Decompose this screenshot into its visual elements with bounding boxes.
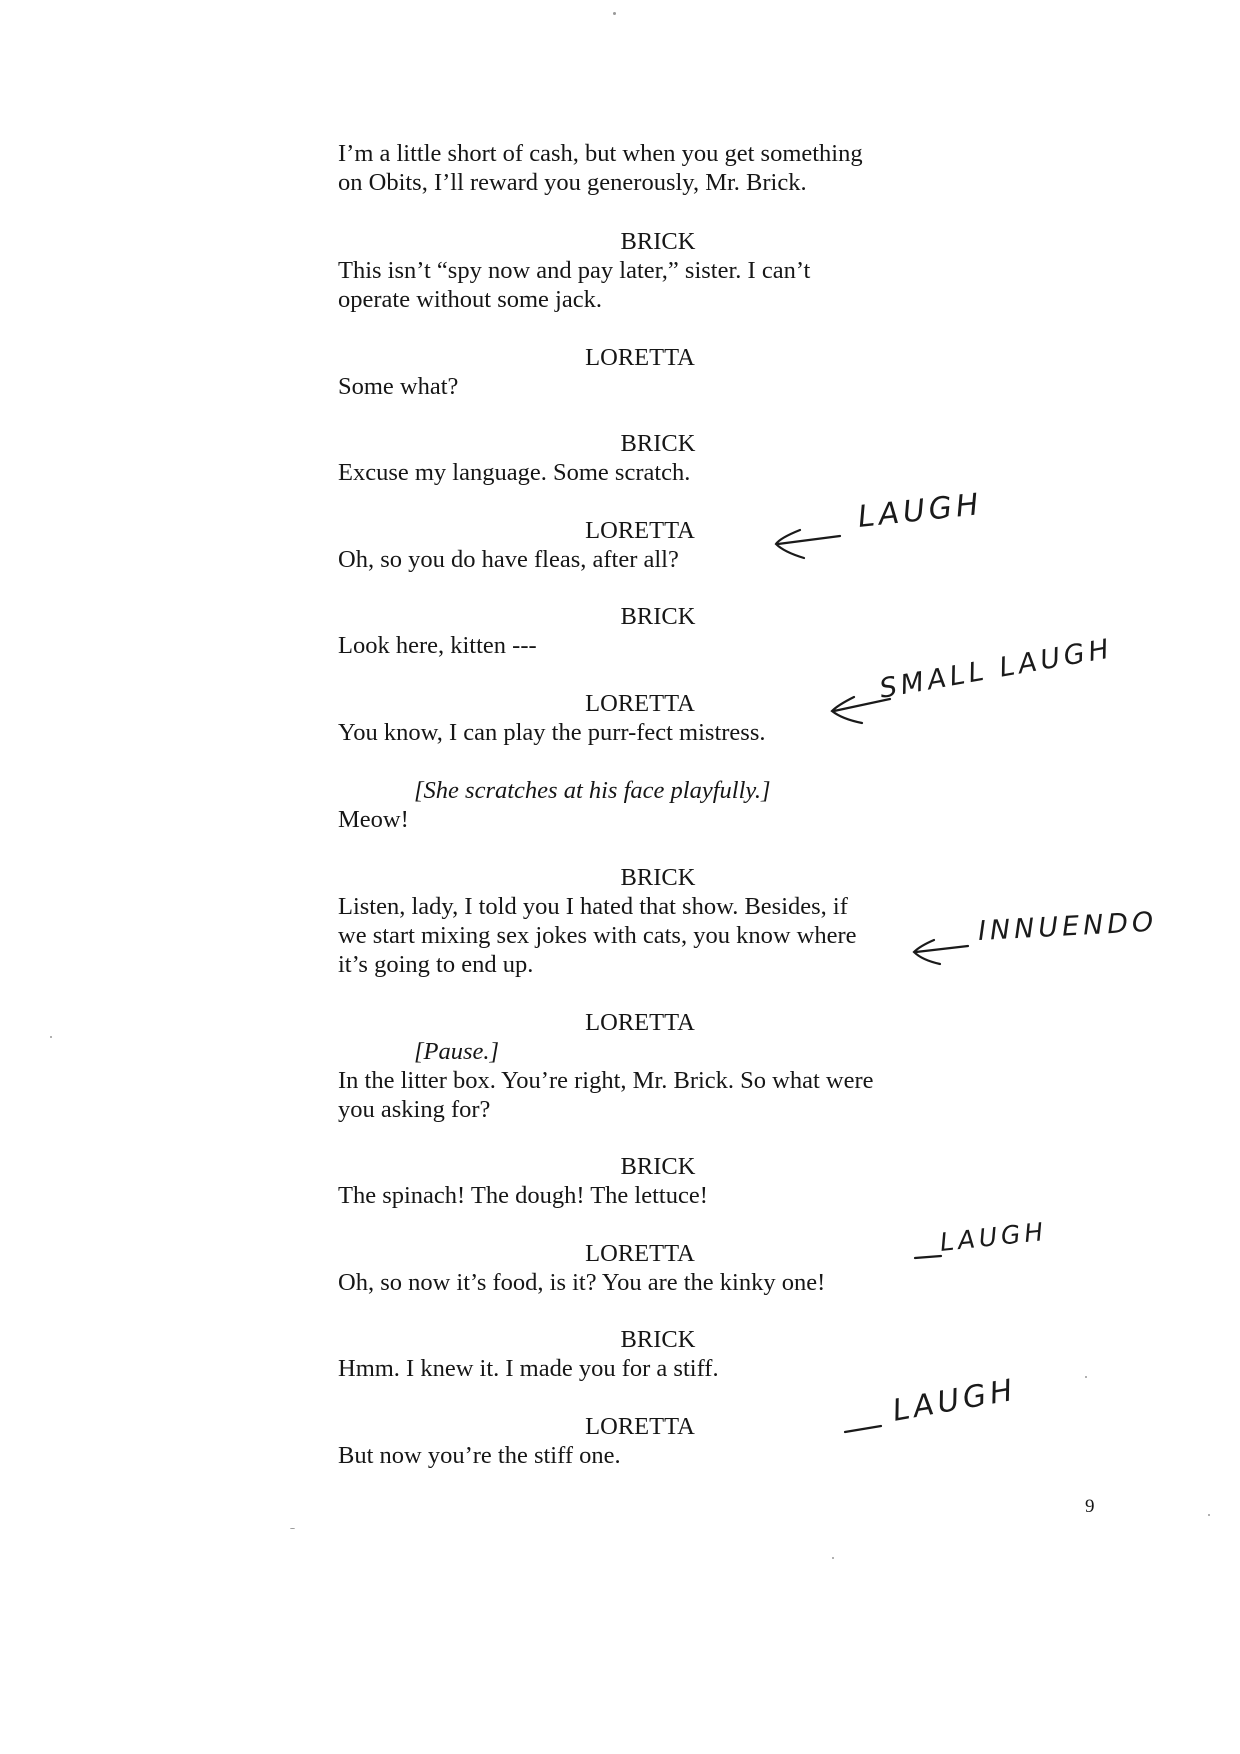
scan-speck [50,1036,52,1038]
speaker-name: LORETTA [585,1240,695,1267]
dialogue-line: Some what? [338,373,459,400]
speaker-name: LORETTA [585,344,695,371]
dialogue-line: But now you’re the stiff one. [338,1442,621,1469]
dialogue-line: Meow! [338,806,409,833]
speaker-name: LORETTA [585,517,695,544]
speaker-name: BRICK [620,430,696,457]
handwritten-annotation: SMALL LAUGH [877,633,1116,705]
speaker-name: LORETTA [585,1009,695,1036]
scan-speck [613,12,616,15]
scan-speck [832,1557,834,1559]
dialogue-line: Hmm. I knew it. I made you for a stiff. [338,1355,719,1382]
dialogue-line: In the litter box. You’re right, Mr. Brick. So what were [338,1067,874,1094]
dialogue-line: Look here, kitten --- [338,632,537,659]
dialogue-line: on Obits, I’ll reward you generously, Mr. Brick. [338,169,807,196]
handwritten-dash-icon [843,1422,883,1436]
speaker-name: BRICK [620,603,696,630]
dialogue-line: operate without some jack. [338,286,602,313]
dialogue-line: You know, I can play the purr-fect mistress. [338,719,766,746]
dialogue-line: you asking for? [338,1096,491,1123]
scan-speck [1208,1514,1210,1516]
scan-speck [290,1528,295,1529]
handwritten-annotation: LAUGH [938,1216,1049,1257]
scan-speck [1085,1376,1087,1378]
speaker-name: BRICK [620,1326,696,1353]
dialogue-line: Listen, lady, I told you I hated that show. Besides, if [338,893,848,920]
speaker-name: BRICK [620,1153,696,1180]
speaker-name: LORETTA [585,1413,695,1440]
dialogue-line: Oh, so now it’s food, is it? You are the kinky one! [338,1269,826,1296]
speaker-name: LORETTA [585,690,695,717]
dialogue-line: The spinach! The dough! The lettuce! [338,1182,708,1209]
dialogue-line: Excuse my language. Some scratch. [338,459,691,486]
handwritten-annotation: INNUENDO [977,906,1158,947]
dialogue-line: Oh, so you do have fleas, after all? [338,546,679,573]
handwritten-arrow-icon [910,932,970,968]
stage-direction: [Pause.] [414,1038,500,1065]
handwritten-annotation: LAUGH [856,487,985,535]
handwritten-annotation: LAUGH [889,1372,1020,1429]
dialogue-line: it’s going to end up. [338,951,534,978]
handwritten-dash-icon [913,1252,943,1262]
speaker-name: BRICK [620,228,696,255]
handwritten-arrow-icon [770,522,842,562]
dialogue-line: we start mixing sex jokes with cats, you know where [338,922,857,949]
dialogue-line: This isn’t “spy now and pay later,” sister. I can’t [338,257,811,284]
dialogue-line: I’m a little short of cash, but when you get something [338,140,863,167]
speaker-name: BRICK [620,864,696,891]
stage-direction: [She scratches at his face playfully.] [414,777,771,804]
page-number: 9 [1085,1496,1095,1517]
